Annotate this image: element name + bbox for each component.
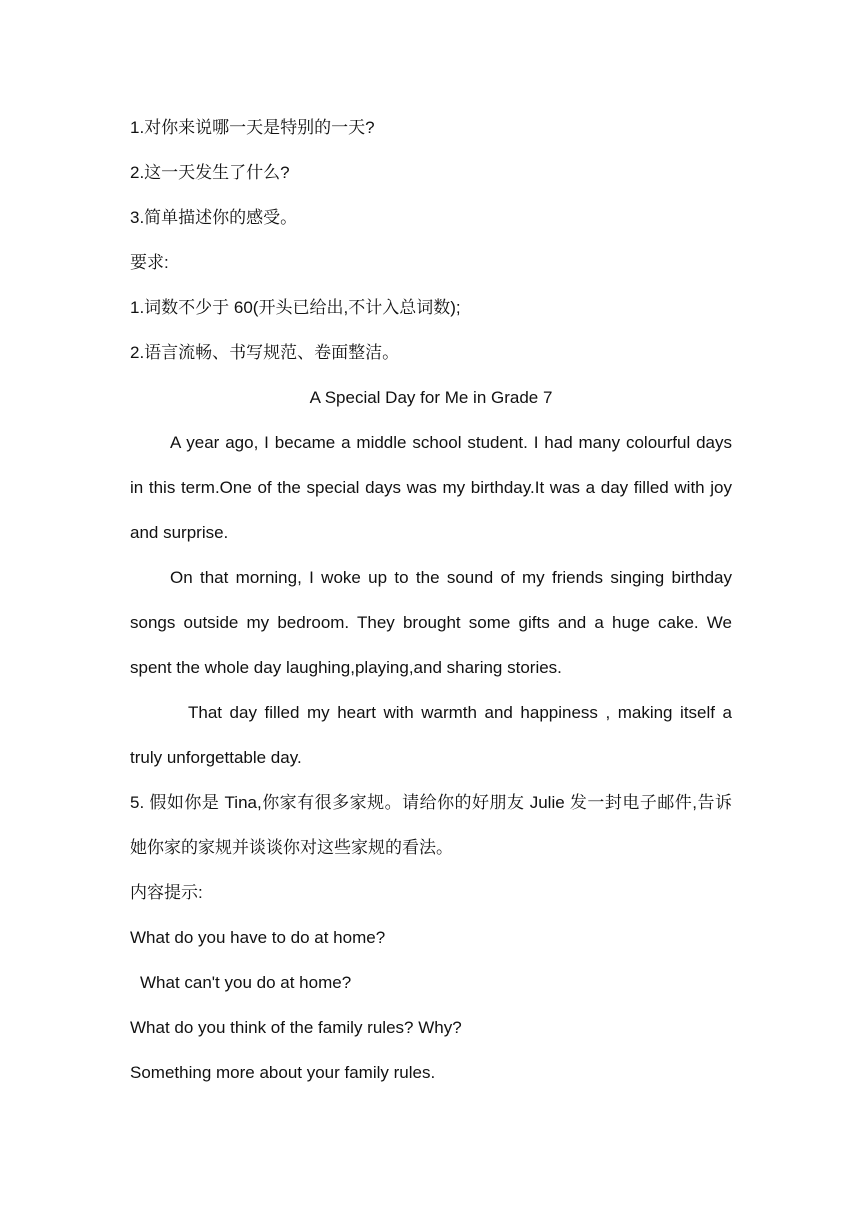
essay-title: A Special Day for Me in Grade 7 <box>309 388 553 407</box>
question-line: 2.这一天发生了什么? <box>130 163 290 182</box>
requirement-line: 1.词数不少于 60(开头已给出,不计入总词数); <box>130 298 461 317</box>
hints-label: 内容提示: <box>130 883 203 902</box>
essay-paragraph: A year ago, I became a middle school student. I had many colourful days in this term.One of the special days was my birthday.It was a day filled with joy and surprise. <box>130 433 732 542</box>
question-5-prompt: 5. 假如你是 Tina,你家有很多家规。请给你的好朋友 Julie 发一封电子邮件,告诉她你家的家规并谈谈你对这些家规的看法。 <box>130 793 732 857</box>
requirements-label: 要求: <box>130 253 169 272</box>
hint-line: What do you have to do at home? <box>130 928 386 947</box>
hint-line: What can't you do at home? <box>140 973 352 992</box>
requirement-line: 2.语言流畅、书写规范、卷面整洁。 <box>130 343 400 362</box>
essay-paragraph: That day filled my heart with warmth and happiness , making itself a truly unforgettable day. <box>130 703 732 767</box>
document-page <box>130 105 732 1095</box>
question-line: 1.对你来说哪一天是特别的一天? <box>130 118 375 137</box>
hint-line: Something more about your family rules. <box>130 1063 436 1082</box>
question-line: 3.简单描述你的感受。 <box>130 208 298 227</box>
essay-paragraph: On that morning, I woke up to the sound of my friends singing birthday songs outside my bedroom. They brought some gifts and a huge cake. We spent the whole day laughing,playing,and sharing stories. <box>130 568 732 677</box>
hint-line: What do you think of the family rules? Why? <box>130 1018 462 1037</box>
